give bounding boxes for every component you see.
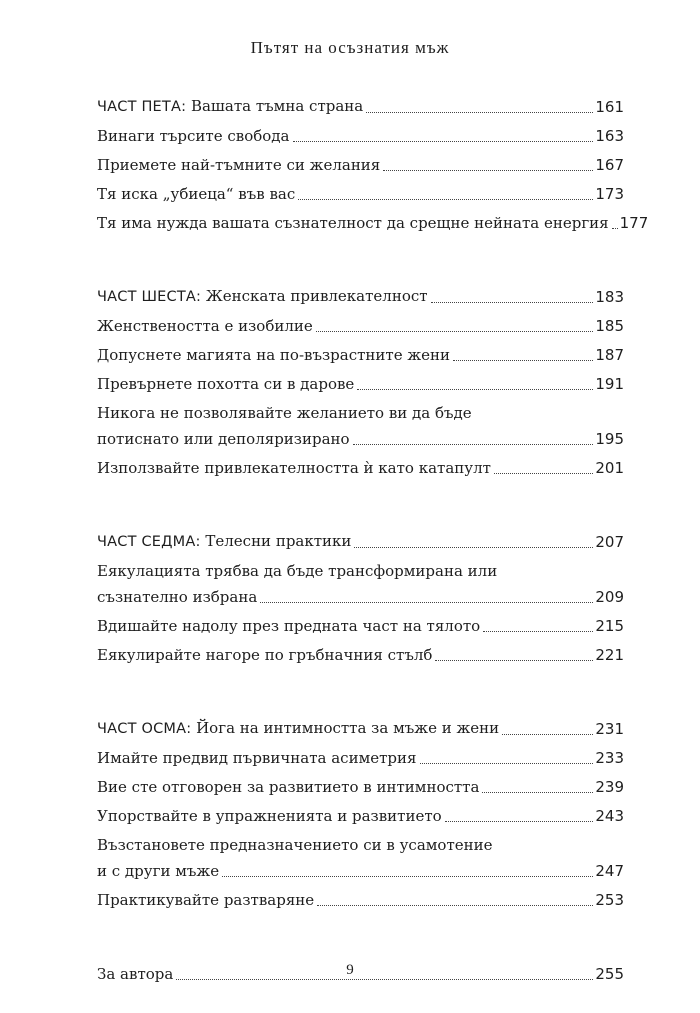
toc-entry[interactable] (97, 126, 624, 146)
toc-section-part-5 (97, 97, 649, 233)
page-number: 255 (595, 965, 624, 983)
dot-leader (420, 763, 594, 764)
entry-title: Допуснете магията на по-възрастните жени (97, 346, 451, 364)
page-number: 191 (595, 375, 624, 393)
page-number: 209 (595, 588, 624, 606)
toc-entry[interactable] (97, 806, 624, 826)
dot-leader (612, 228, 618, 229)
toc-entry[interactable] (97, 374, 624, 394)
dot-leader (176, 979, 593, 980)
page-number: 173 (595, 185, 624, 203)
toc-entry[interactable] (97, 748, 624, 768)
entry-title-line-1: Никога не позволявайте желанието ви да бъде (97, 404, 472, 422)
toc-part-heading[interactable] (97, 719, 624, 739)
toc-entry[interactable] (97, 890, 624, 910)
toc-entry[interactable] (97, 645, 624, 665)
entry-title: Еякулирайте нагоре по гръбначния стълб (97, 646, 433, 664)
toc-section-part-8 (97, 719, 624, 910)
entry-title: Женствеността е изобилие (97, 317, 313, 335)
dot-leader (435, 660, 593, 661)
page-number: 231 (595, 720, 624, 738)
page-number: 183 (595, 288, 624, 306)
toc-entry[interactable] (97, 561, 624, 607)
page-folio: 9 (346, 962, 354, 978)
dot-leader (260, 602, 593, 603)
page-number: 215 (595, 617, 624, 635)
entry-title: За автора (97, 965, 174, 983)
table-of-contents (97, 97, 649, 993)
dot-leader (293, 141, 594, 142)
page-number: 161 (595, 98, 624, 116)
toc-entry[interactable] (97, 403, 624, 449)
dot-leader (222, 876, 593, 877)
toc-entry[interactable] (97, 316, 624, 336)
dot-leader (483, 631, 593, 632)
entry-title-line-2: и с други мъже (97, 862, 220, 880)
page-number: 167 (595, 156, 624, 174)
dot-leader (502, 734, 593, 735)
part-label: ЧАСТ ШЕСТА: (97, 289, 202, 305)
entry-title: Вдишайте надолу през предната част на тялото (97, 617, 481, 635)
entry-title-line-2: потиснато или деполяризирано (97, 430, 350, 448)
toc-entry[interactable] (97, 213, 649, 233)
part-title: Вашата тъмна страна (190, 97, 364, 115)
page-number: 195 (595, 430, 624, 448)
entry-title: Тя има нужда вашата съзнателност да срещне нейната енергия (97, 214, 609, 232)
entry-title: Практикувайте разтваряне (97, 891, 315, 909)
page-number: 185 (595, 317, 624, 335)
part-label: ЧАСТ ОСМА: (97, 721, 192, 737)
dot-leader (357, 389, 593, 390)
part-label: ЧАСТ СЕДМА: (97, 534, 201, 550)
part-title: Йога на интимността за мъже и жени (196, 719, 500, 737)
entry-title: Приемете най-тъмните си желания (97, 156, 381, 174)
toc-section-part-7 (97, 532, 624, 665)
toc-part-heading[interactable] (97, 287, 624, 307)
entry-title: Вие сте отговорен за развитието в интимността (97, 778, 480, 796)
dot-leader (453, 360, 593, 361)
entry-title-line-2: съзнателно избрана (97, 588, 258, 606)
page-number: 221 (595, 646, 624, 664)
dot-leader (316, 331, 594, 332)
entry-title-line-1: Възстановете предназначението си в усамотение (97, 836, 493, 854)
toc-entry[interactable] (97, 155, 624, 175)
part-label: ЧАСТ ПЕТА: (97, 99, 187, 115)
toc-part-heading[interactable] (97, 97, 624, 117)
entry-title: Упорствайте в упражненията и развитието (97, 807, 442, 825)
page-number: 163 (595, 127, 624, 145)
dot-leader (431, 302, 594, 303)
page-number: 247 (595, 862, 624, 880)
page-number: 207 (595, 533, 624, 551)
toc-entry[interactable] (97, 345, 624, 365)
dot-leader (298, 199, 593, 200)
toc-entry[interactable] (97, 184, 624, 204)
part-title: Женската привлекателност (205, 287, 428, 305)
page-number: 177 (619, 214, 649, 232)
page-number: 187 (595, 346, 624, 364)
page-number: 253 (595, 891, 624, 909)
toc-entry[interactable] (97, 458, 624, 478)
dot-leader (482, 792, 593, 793)
toc-section-part-6 (97, 287, 624, 478)
toc-part-heading[interactable] (97, 532, 624, 552)
entry-title: Тя иска „убиеца“ във вас (97, 185, 296, 203)
toc-entry[interactable] (97, 777, 624, 797)
dot-leader (353, 444, 594, 445)
page-number: 239 (595, 778, 624, 796)
entry-title: Използвайте привлекателността ѝ като катапулт (97, 459, 491, 477)
dot-leader (445, 821, 594, 822)
page-number: 243 (595, 807, 624, 825)
entry-title: Винаги търсите свобода (97, 127, 290, 145)
running-head: Пътят на осъзнатия мъж (250, 38, 450, 57)
toc-entry[interactable] (97, 616, 624, 636)
page-number: 233 (595, 749, 624, 767)
toc-entry[interactable] (97, 835, 624, 881)
dot-leader (383, 170, 593, 171)
page-number: 201 (595, 459, 624, 477)
dot-leader (354, 547, 593, 548)
dot-leader (317, 905, 593, 906)
entry-title: Превърнете похотта си в дарове (97, 375, 355, 393)
entry-title-line-1: Еякулацията трябва да бъде трансформирана или (97, 562, 498, 580)
dot-leader (366, 112, 593, 113)
part-title: Телесни практики (205, 532, 352, 550)
entry-title: Имайте предвид първичната асиметрия (97, 749, 417, 767)
dot-leader (494, 473, 593, 474)
